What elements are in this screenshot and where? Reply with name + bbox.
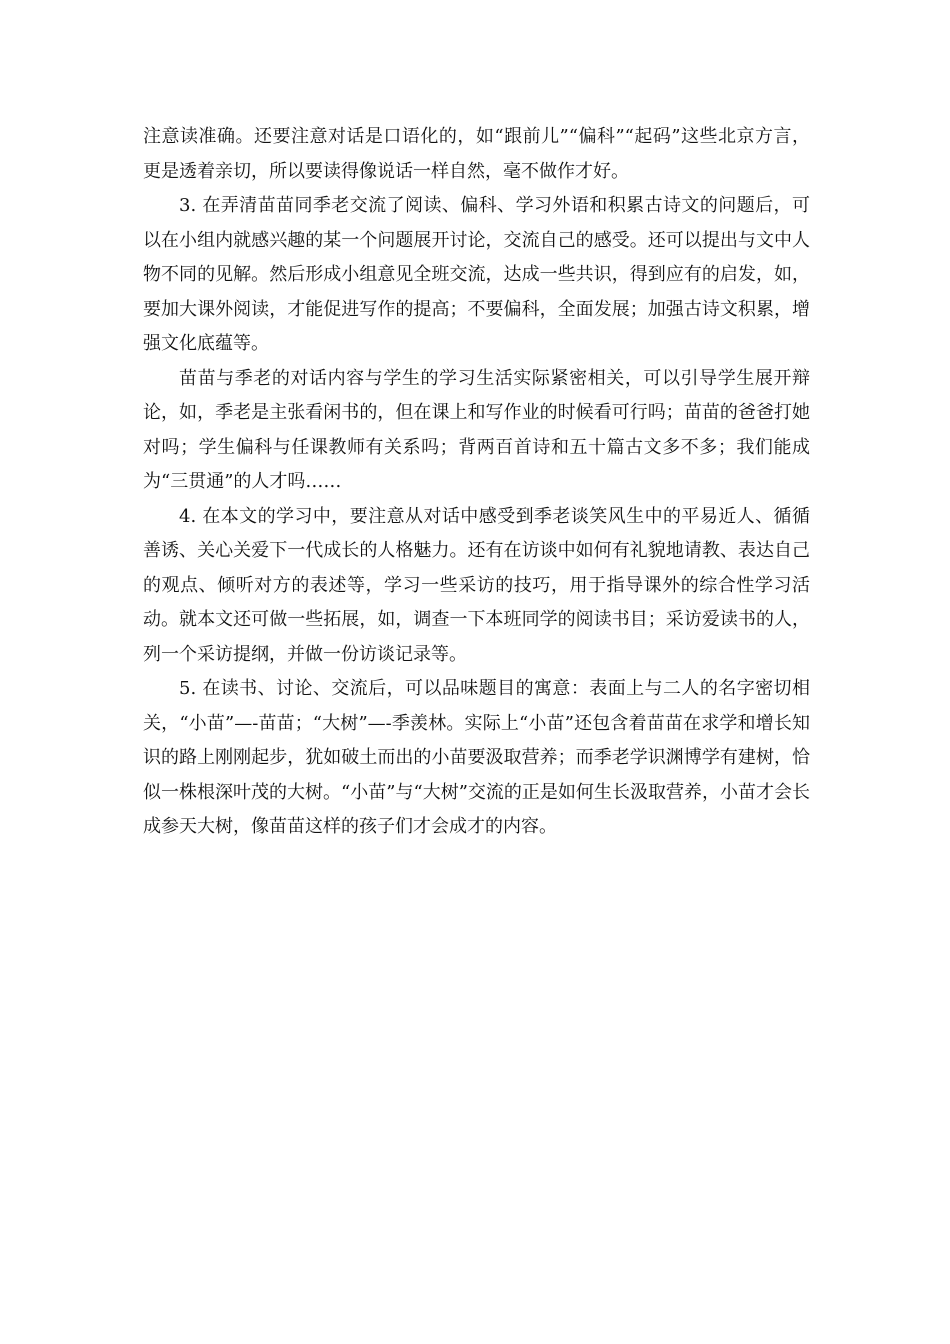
paragraph-5: 5. 在读书、讨论、交流后，可以品味题目的寓意：表面上与二人的名字密切相关，“小苗”—-苗苗；“大树”—-季羡林。实际上“小苗”还包含着苗苗在求学和增长知识的路上刚刚起步，犹如破土而出的小苗要汲取营养；而季老学识渊博学有建树，恰似一株根深叶茂的大树。“小苗”与“大树”交流的正是如何生长汲取营养，小苗才会长成参天大树，像苗苗这样的孩子们才会成才的内容。 (143, 678, 810, 837)
document-body (143, 120, 810, 845)
paragraph-1: 注意读准确。还要注意对话是口语化的，如“跟前儿”“偏科”“起码”这些北京方言，更是透着亲切，所以要读得像说话一样自然，毫不做作才好。 (143, 126, 810, 182)
paragraph-2: 3. 在弄清苗苗同季老交流了阅读、偏科、学习外语和积累古诗文的问题后，可以在小组内就感兴趣的某一个问题展开讨论，交流自己的感受。还可以提出与文中人物不同的见解。然后形成小组意见全班交流，达成一些共识，得到应有的启发，如，要加大课外阅读，才能促进写作的提高；不要偏科，全面发展；加强古诗文积累，增强文化底蕴等。 (143, 195, 810, 354)
paragraph-4: 4. 在本文的学习中，要注意从对话中感受到季老谈笑风生中的平易近人、循循善诱、关心关爱下一代成长的人格魅力。还有在访谈中如何有礼貌地请教、表达自己的观点、倾听对方的表述等，学习一些采访的技巧，用于指导课外的综合性学习活动。就本文还可做一些拓展，如，调查一下本班同学的阅读书目；采访爱读书的人，列一个采访提纲，并做一份访谈记录等。 (143, 505, 810, 665)
paragraph-3: 苗苗与季老的对话内容与学生的学习生活实际紧密相关，可以引导学生展开辩论，如，季老是主张看闲书的，但在课上和写作业的时候看可行吗；苗苗的爸爸打她对吗；学生偏科与任课教师有关系吗；背两百首诗和五十篇古文多不多；我们能成为“三贯通”的人才吗…… (143, 367, 810, 492)
